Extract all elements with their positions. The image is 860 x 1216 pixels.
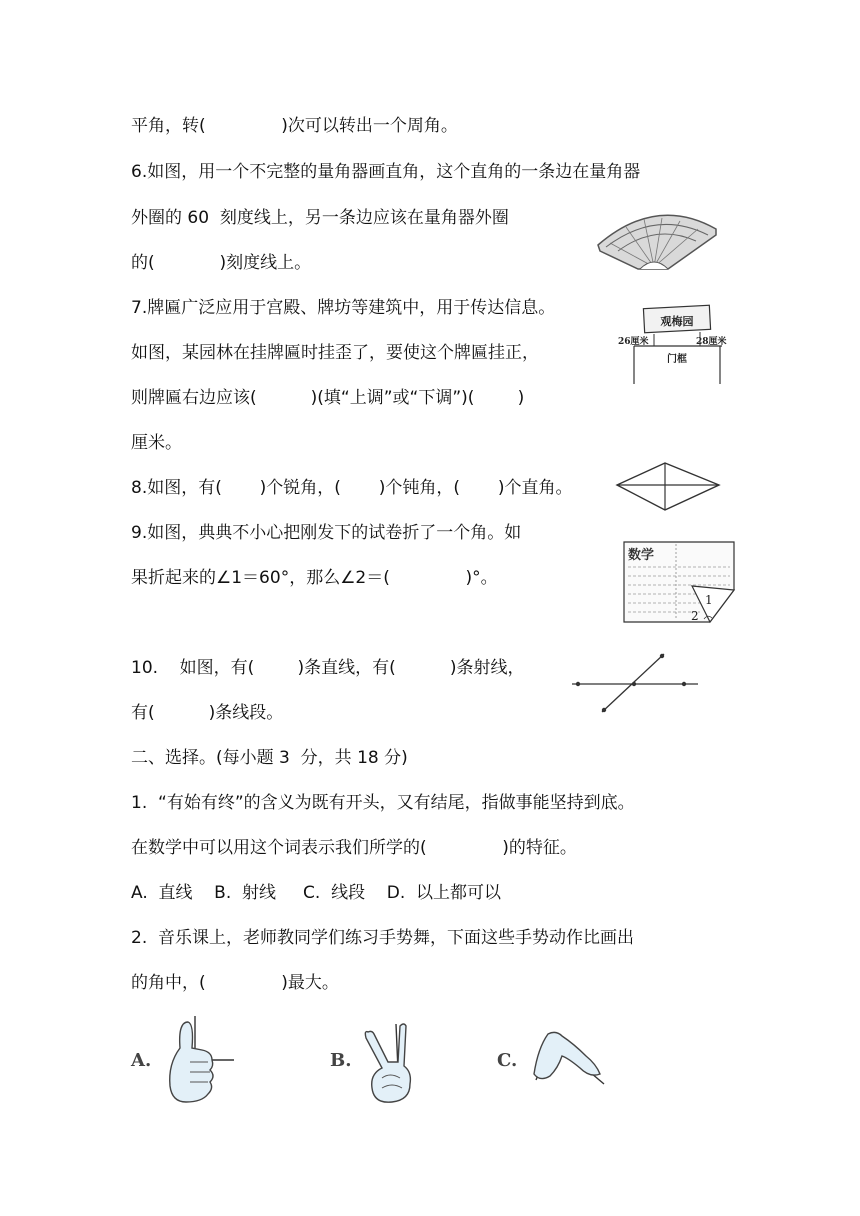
option-b-label: B.	[330, 1050, 352, 1071]
protractor-figure	[596, 205, 718, 273]
choice1-line2: 在数学中可以用这个词表示我们所学的( )的特征。	[131, 838, 577, 858]
choice2-line1: 2. 音乐课上，老师教同学们练习手势舞，下面这些手势动作比画出	[131, 928, 635, 948]
q9-line2: 果折起来的∠1＝60°，那么∠2＝( )°。	[131, 568, 498, 588]
angle-2-label: 2	[691, 609, 699, 623]
paper-subject: 数学	[628, 548, 655, 563]
choice1-options: A. 直线 B. 射线 C. 线段 D. 以上都可以	[131, 883, 502, 903]
q10-line1: 10. 如图，有( )条直线，有( )条射线，	[131, 658, 525, 678]
point-lower	[602, 708, 606, 712]
q6-line1: 6.如图，用一个不完整的量角器画直角，这个直角的一条边在量角器	[131, 162, 641, 182]
lines-figure	[568, 648, 702, 718]
option-a-label: A.	[131, 1050, 152, 1071]
q8-line: 8.如图，有( )个锐角，( )个钝角，( )个直角。	[131, 478, 573, 498]
option-c-label: C.	[497, 1050, 518, 1071]
point-center	[632, 682, 636, 686]
q7-line1: 7.牌匾广泛应用于宫殿、牌坊等建筑中，用于传达信息。	[131, 298, 556, 318]
plaque-figure	[614, 304, 738, 388]
door-frame-label: 门框	[667, 354, 687, 365]
q10-line2: 有( )条线段。	[131, 703, 284, 723]
point-right	[682, 682, 686, 686]
q7-line3: 则牌匾右边应该( )(填“上调”或“下调”)( )	[131, 388, 525, 408]
hand-gesture-c	[528, 1028, 608, 1088]
kite-figure	[614, 460, 722, 512]
plaque-title: 观梅园	[660, 315, 694, 328]
q5-continuation: 平角，转( )次可以转出一个周角。	[131, 116, 458, 136]
point-left	[576, 682, 580, 686]
q6-line2: 外圈的 60 刻度线上，另一条边应该在量角器外圈	[131, 208, 509, 228]
hand-gesture-a	[162, 1014, 238, 1106]
q7-line2: 如图，某园林在挂牌匾时挂歪了，要使这个牌匾挂正，	[131, 343, 539, 363]
hand-gesture-b	[360, 1022, 420, 1106]
plaque-left-label: 26厘米	[618, 337, 649, 347]
q6-line3: 的( )刻度线上。	[131, 253, 312, 273]
folded-paper-figure	[622, 540, 738, 626]
angle-1-label: 1	[705, 593, 713, 607]
choice1-line1: 1. “有始有终”的含义为既有开头，又有结尾，指做事能坚持到底。	[131, 793, 635, 813]
q9-line1: 9.如图，典典不小心把刚发下的试卷折了一个角。如	[131, 523, 522, 543]
q7-line4: 厘米。	[131, 433, 182, 453]
choice2-line2: 的角中，( )最大。	[131, 973, 339, 993]
section-two-heading: 二、选择。(每小题 3 分，共 18 分)	[131, 748, 408, 768]
plaque-right-label: 28厘米	[696, 337, 727, 347]
point-upper	[660, 654, 664, 658]
